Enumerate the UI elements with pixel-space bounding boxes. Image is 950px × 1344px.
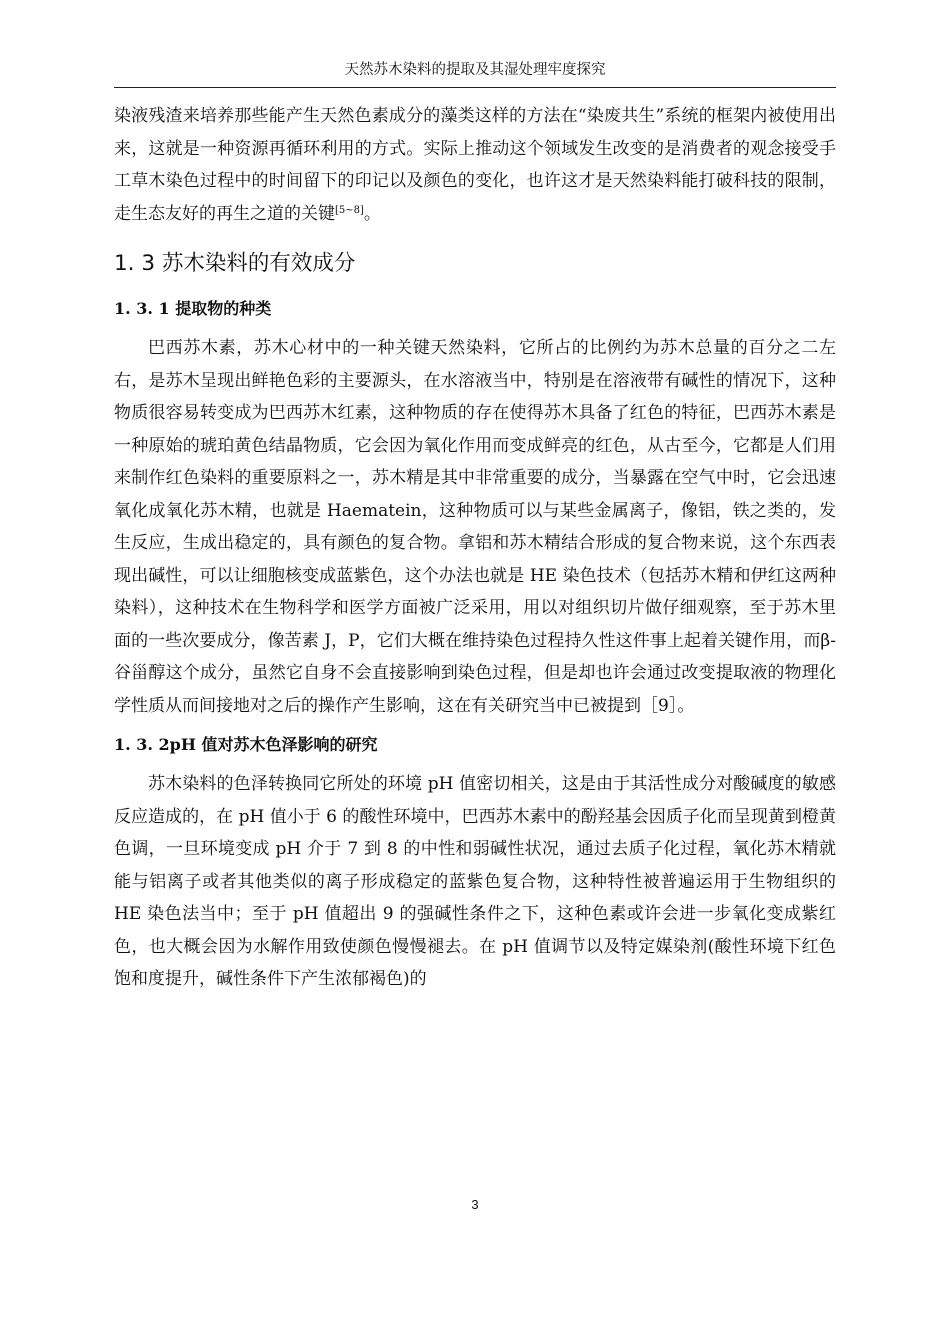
document-body [114,100,836,996]
running-title: 天然苏木染料的提取及其湿处理牢度探究 [344,62,606,78]
subsection-heading-ph-effect: 1. 3. 2pH 值对苏木色泽影响的研究 [114,735,378,754]
extract-types-paragraph: 巴西苏木素，苏木心材中的一种关键天然染料，它所占的比例约为苏木总量的百分之二左右，是苏木呈现出鲜艳色彩的主要源头，在水溶液当中，特别是在溶液带有碱性的情况下，这种物质很容易转变成为巴西苏木红素，这种物质的存在使得苏木具备了红色的特征，巴西苏木素是一种原始的琥珀黄色结晶物质，它会因为氧化作用而变成鲜亮的红色，从古至今，它都是人们用来制作红色染料的重要原料之一，苏木精是其中非常重要的成分，当暴露在空气中时，它会迅速氧化成氧化苏木精，也就是 Haematein，这种物质可以与某些金属离子，像铝，铁之类的，发生反应，生成出稳定的，具有颜色的复合物。拿铝和苏木精结合形成的复合物来说，这个东西表现出碱性，可以让细胞核变成蓝紫色，这个办法也就是 HE 染色技术（包括苏木精和伊红这两种染料），这种技术在生物科学和医学方面被广泛采用，用以对组织切片做仔细观察，至于苏木里面的一些次要成分，像苦素 J，P，它们大概在维持染色过程持久性这件事上起着关键作用，而β-谷甾醇这个成分，虽然它自身不会直接影响到染色过程，但是却也许会通过改变提取液的物理化学性质从而间接地对之后的操作产生影响，这在有关研究当中已被提到［9］。 [114,338,836,716]
intro-end: 。 [363,203,381,224]
intro-paragraph [114,100,836,230]
subsection-heading-extract-types: 1. 3. 1 提取物的种类 [114,299,272,318]
citation-superscript: [5~8] [335,204,364,216]
ph-effect-paragraph: 苏木染料的色泽转换同它所处的环境 pH 值密切相关，这是由于其活性成分对酸碱度的敏感反应造成的，在 pH 值小于 6 的酸性环境中，巴西苏木素中的酚羟基会因质子化而呈现黄到橙黄色调，一旦环境变成 pH 介于 7 到 8 的中性和弱碱性状况，通过去质子化过程，氧化苏木精就能与铝离子或者其他类似的离子形成稳定的蓝紫色复合物，这种特性被普遍运用于生物组织的 HE 染色法当中；至于 pH 值超出 9 的强碱性条件之下，这种色素或许会进一步氧化变成紫红色，也大概会因为水解作用致使颜色慢慢褪去。在 pH 值调节以及特定媒染剂(酸性环境下红色饱和度提升，碱性条件下产生浓郁褐色)的 [114,774,836,989]
page-header [114,60,836,88]
section-heading: 1. 3 苏木染料的有效成分 [114,251,356,276]
page-number: 3 [471,1197,479,1212]
intro-text: 染液残渣来培养那些能产生天然色素成分的藻类这样的方法在“染废共生”系统的框架内被使用出来，这就是一种资源再循环利用的方式。实际上推动这个领域发生改变的是消费者的观念接受手工草木染色过程中的时间留下的印记以及颜色的变化，也许这才是天然染料能打破科技的限制，走生态友好的再生之道的关键 [114,106,836,224]
